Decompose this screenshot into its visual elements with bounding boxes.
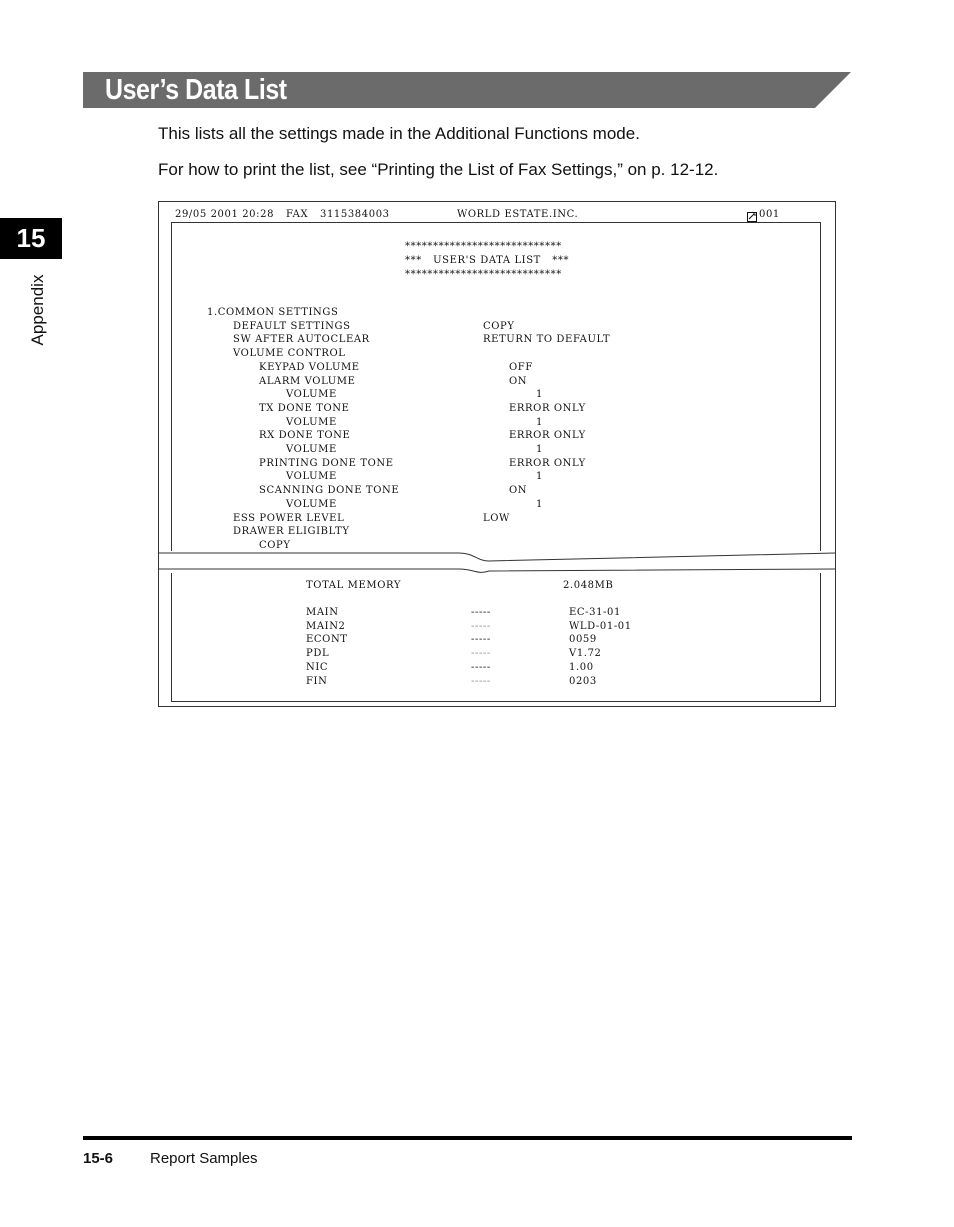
setting-value: LOW	[483, 512, 510, 524]
setting-label: SCANNING DONE TONE	[259, 485, 400, 497]
setting-value: RETURN TO DEFAULT	[483, 334, 611, 346]
setting-label: VOLUME	[286, 444, 337, 455]
setting-label: PRINTING DONE TONE	[259, 457, 394, 469]
version-name: PDL	[306, 648, 330, 660]
report-fax-label: FAX	[286, 209, 309, 220]
setting-value: 1	[536, 444, 543, 455]
setting-value: 1	[536, 498, 543, 510]
setting-value: ERROR ONLY	[509, 402, 586, 414]
setting-label: 1.COMMON SETTINGS	[207, 307, 339, 318]
version-value: 0059	[569, 634, 597, 646]
report-company: WORLD ESTATE.INC.	[457, 209, 579, 220]
version-dash: -----	[471, 648, 491, 660]
version-dash: -----	[471, 634, 491, 646]
setting-label: ESS POWER LEVEL	[233, 512, 345, 524]
setting-value: 1	[536, 389, 543, 401]
version-dash: -----	[471, 675, 491, 687]
setting-value: 1	[536, 471, 543, 483]
setting-label: VOLUME CONTROL	[233, 348, 346, 360]
version-name: MAIN	[306, 607, 339, 618]
version-dash: -----	[471, 661, 491, 673]
setting-label: RX DONE TONE	[259, 430, 351, 442]
setting-label: KEYPAD VOLUME	[259, 361, 360, 373]
version-name: NIC	[306, 661, 329, 673]
report-fax-number: 3115384003	[320, 209, 390, 220]
version-dash: -----	[471, 607, 491, 618]
report-banner-stars-bottom: ****************************	[405, 269, 562, 280]
setting-label: TX DONE TONE	[259, 402, 350, 414]
footer-section-title: Report Samples	[150, 1150, 258, 1167]
version-value: WLD-01-01	[569, 620, 632, 632]
intro-text: This lists all the settings made in the Additional Functions mode.	[158, 124, 640, 143]
version-value: 0203	[569, 675, 597, 687]
page-icon	[747, 209, 757, 219]
setting-label: VOLUME	[286, 389, 337, 401]
total-memory-label: TOTAL MEMORY	[306, 580, 402, 591]
setting-value: ERROR ONLY	[509, 430, 586, 442]
setting-label: ALARM VOLUME	[259, 375, 356, 387]
setting-label: VOLUME	[286, 498, 337, 510]
setting-label: SW AFTER AUTOCLEAR	[233, 334, 370, 346]
chapter-side-label: Appendix	[28, 274, 47, 346]
report-sample	[158, 201, 836, 707]
setting-value: ERROR ONLY	[509, 457, 586, 469]
report-banner-title: *** USER'S DATA LIST ***	[405, 255, 570, 266]
report-page-number: 001	[759, 209, 780, 220]
version-name: MAIN2	[306, 620, 346, 632]
report-datetime: 29/05 2001 20:28	[175, 209, 275, 220]
version-value: 1.00	[569, 661, 594, 673]
setting-label: COPY	[259, 539, 291, 551]
setting-value: ON	[509, 485, 528, 497]
footer-rule	[83, 1136, 852, 1140]
setting-value: ON	[509, 375, 528, 387]
total-memory-value: 2.048MB	[563, 580, 614, 591]
page-number: 15-6	[83, 1150, 114, 1167]
report-break	[159, 551, 835, 573]
report-banner-stars-top: ****************************	[405, 241, 562, 252]
version-name: FIN	[306, 675, 328, 687]
section-title-banner	[83, 72, 851, 108]
setting-label: VOLUME	[286, 471, 337, 483]
intro-reference-text: For how to print the list, see “Printing the List of Fax Settings,” on p. 12-12.	[158, 160, 719, 179]
version-name: ECONT	[306, 634, 348, 646]
setting-label: VOLUME	[286, 416, 337, 428]
setting-value: COPY	[483, 320, 515, 332]
setting-label: DRAWER ELIGIBLTY	[233, 526, 350, 538]
version-value: V1.72	[569, 648, 602, 660]
version-value: EC-31-01	[569, 607, 621, 618]
setting-label: DEFAULT SETTINGS	[233, 320, 351, 332]
chapter-tab: 15	[0, 218, 62, 259]
setting-value: 1	[536, 416, 543, 428]
page-title: User’s Data List	[105, 74, 287, 106]
setting-value: OFF	[509, 361, 533, 373]
version-dash: -----	[471, 620, 491, 632]
